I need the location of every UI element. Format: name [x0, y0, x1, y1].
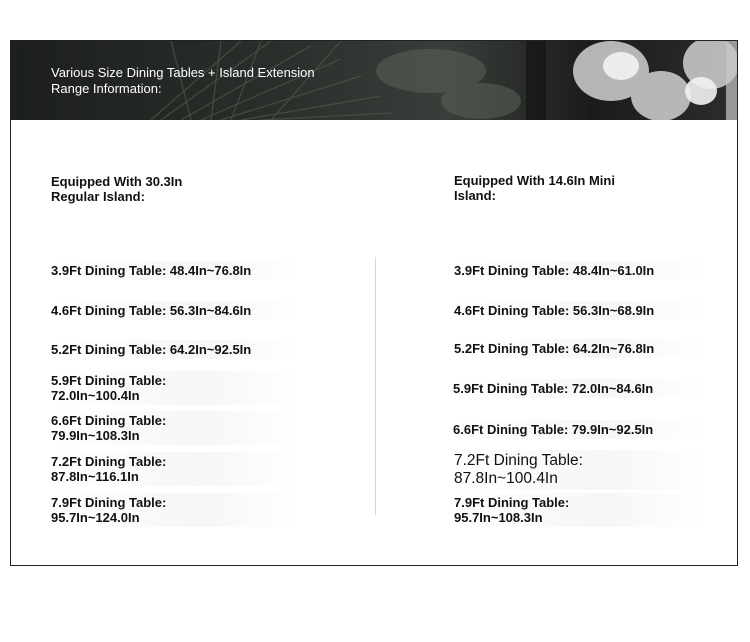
banner-title-line: Range Information: [51, 81, 162, 96]
right-size-row [454, 261, 704, 280]
info-card [10, 40, 738, 566]
banner-title-line: Various Size Dining Tables + Island Extension [51, 65, 315, 80]
row-text: 4.6Ft Dining Table: 56.3In~84.6In [51, 303, 252, 318]
row-text: 7.2Ft Dining Table: [454, 452, 583, 469]
row-text: 72.0In~100.4In [51, 388, 140, 403]
column-divider [375, 257, 376, 515]
row-text: 5.2Ft Dining Table: 64.2In~92.5In [51, 342, 252, 357]
right-size-row [454, 450, 704, 490]
row-text: 5.9Ft Dining Table: 72.0In~84.6In [453, 381, 654, 396]
right-column-heading [454, 173, 615, 203]
row-text: 95.7In~108.3In [454, 510, 543, 525]
row-text: 87.8In~116.1In [51, 469, 139, 484]
left-size-row [51, 411, 301, 445]
heading-line: Island: [454, 188, 496, 203]
heading-line: Equipped With 30.3In [51, 174, 183, 189]
row-text: 5.9Ft Dining Table: [51, 373, 167, 388]
right-size-row [454, 301, 704, 320]
banner-title [51, 65, 391, 97]
row-text: 7.2Ft Dining Table: [51, 454, 167, 469]
header-banner [11, 41, 737, 120]
left-column-heading [51, 174, 182, 204]
right-size-row [453, 379, 703, 398]
right-size-row [454, 493, 704, 527]
right-size-row [454, 339, 704, 358]
heading-line: Regular Island: [51, 189, 145, 204]
row-text: 3.9Ft Dining Table: 48.4In~61.0In [454, 263, 655, 278]
row-text: 6.6Ft Dining Table: [51, 413, 167, 428]
row-text: 7.9Ft Dining Table: [454, 495, 570, 510]
row-text: 4.6Ft Dining Table: 56.3In~68.9In [454, 303, 655, 318]
left-size-row [51, 452, 301, 486]
row-text: 79.9In~108.3In [51, 428, 140, 443]
row-text: 6.6Ft Dining Table: 79.9In~92.5In [453, 422, 654, 437]
row-text: 95.7In~124.0In [51, 510, 140, 525]
left-size-row [51, 371, 301, 405]
left-size-row [51, 340, 301, 359]
row-text: 3.9Ft Dining Table: 48.4In~76.8In [51, 263, 252, 278]
right-size-row [453, 420, 703, 439]
heading-line: Equipped With 14.6In Mini [454, 173, 615, 188]
left-size-row [51, 301, 301, 320]
row-text: 7.9Ft Dining Table: [51, 495, 167, 510]
row-text: 87.8In~100.4In [454, 470, 558, 487]
left-size-row [51, 261, 301, 280]
left-size-row [51, 493, 301, 527]
row-text: 5.2Ft Dining Table: 64.2In~76.8In [454, 341, 655, 356]
